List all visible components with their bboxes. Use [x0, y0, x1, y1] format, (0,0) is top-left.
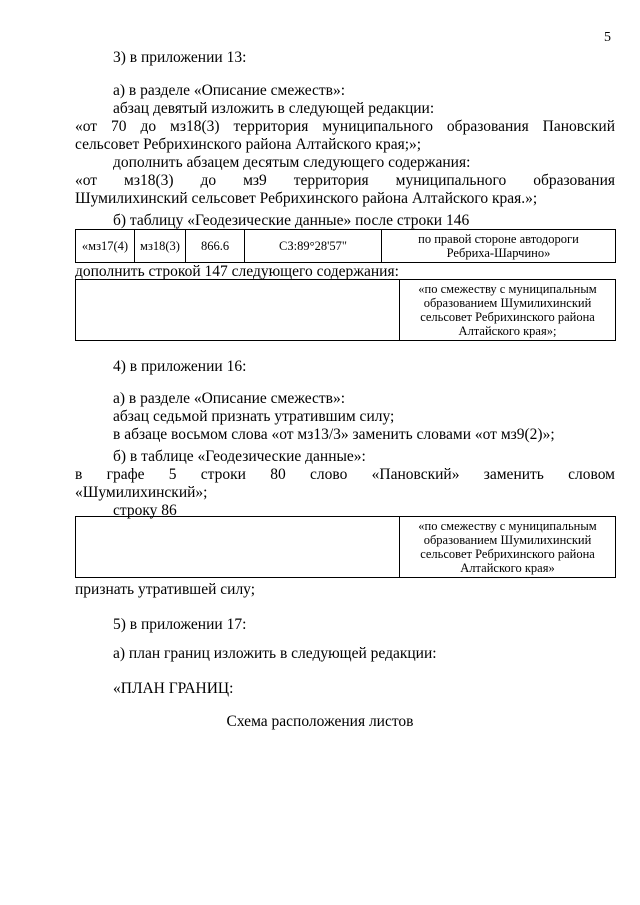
quote-2-line-2: Шумилихинский сельсовет Ребрихинского района Алтайского края.»;: [75, 190, 538, 207]
cell-bearing: СЗ:89°28'57": [245, 230, 382, 263]
cell-description: [400, 517, 616, 578]
section-4-item-a: а) в разделе «Описание смежеств»:: [113, 390, 346, 407]
cell-description-line: образованием Шумилихинский: [423, 533, 592, 547]
section-3-item-b: б) таблицу «Геодезические данные» после строки 146: [113, 212, 470, 229]
row-86-label: строку 86: [113, 502, 177, 519]
section-4-item-b: б) в таблице «Геодезические данные»:: [113, 448, 366, 465]
scheme-title: Схема расположения листов: [226, 713, 414, 730]
cell-description-line: «по смежеству с муниципальным: [418, 282, 597, 296]
paragraph-nine-instruction: абзац девятый изложить в следующей редакции:: [113, 100, 435, 117]
cell-description: [382, 230, 616, 263]
column-5-line-1: в графе 5 строки 80 слово «Пановский» заменить словом: [75, 466, 615, 483]
empty-cell: [76, 517, 400, 578]
cell-description-line: сельсовет Ребрихинского района: [420, 310, 595, 324]
quote-1-line-1: «от 70 до мз18(3) территория муниципального образования Пановский: [75, 118, 615, 135]
cell-to: мз18(3): [135, 230, 186, 263]
cell-description-line: Ребриха-Шарчино»: [446, 246, 551, 260]
cell-from: «мз17(4): [76, 230, 135, 263]
paragraph-seven-void: абзац седьмой признать утратившим силу;: [113, 408, 395, 425]
table-row-146: [75, 229, 616, 263]
cell-description-line: «по смежеству с муниципальным: [418, 519, 597, 533]
quote-1-line-2: сельсовет Ребрихинского района Алтайского края;»;: [75, 136, 422, 153]
cell-length: 866.6: [186, 230, 245, 263]
cell-description-line: по правой стороне автодороги: [418, 232, 579, 246]
section-3-heading: 3) в приложении 13:: [113, 49, 247, 66]
cell-description-line: Алтайского края»: [460, 561, 555, 575]
section-3-item-a: а) в разделе «Описание смежеств»:: [113, 82, 346, 99]
section-4-heading: 4) в приложении 16:: [113, 358, 247, 375]
void-row-86: признать утратившей силу;: [75, 581, 256, 598]
table-row-86: [75, 516, 616, 578]
plan-heading: «ПЛАН ГРАНИЦ:: [113, 680, 234, 697]
add-paragraph-ten: дополнить абзацем десятым следующего содержания:: [113, 154, 471, 171]
cell-description: [400, 280, 616, 341]
quote-2-line-1: «от мз18(3) до мз9 территория муниципального образования: [75, 172, 615, 189]
cell-description-line: образованием Шумилихинский: [423, 296, 592, 310]
cell-description-line: сельсовет Ребрихинского района: [420, 547, 595, 561]
add-row-147: дополнить строкой 147 следующего содержания:: [75, 263, 399, 280]
section-5-item-a: а) план границ изложить в следующей редакции:: [113, 645, 437, 662]
table-row-147: [75, 279, 616, 341]
paragraph-eight-replace: в абзаце восьмом слова «от мз13/3» заменить словами «от мз9(2)»;: [113, 426, 555, 443]
section-5-heading: 5) в приложении 17:: [113, 616, 247, 633]
page-number: 5: [604, 30, 611, 45]
cell-description-line: Алтайского края»;: [458, 324, 557, 338]
empty-cell: [76, 280, 400, 341]
column-5-line-2: «Шумилихинский»;: [75, 484, 208, 501]
